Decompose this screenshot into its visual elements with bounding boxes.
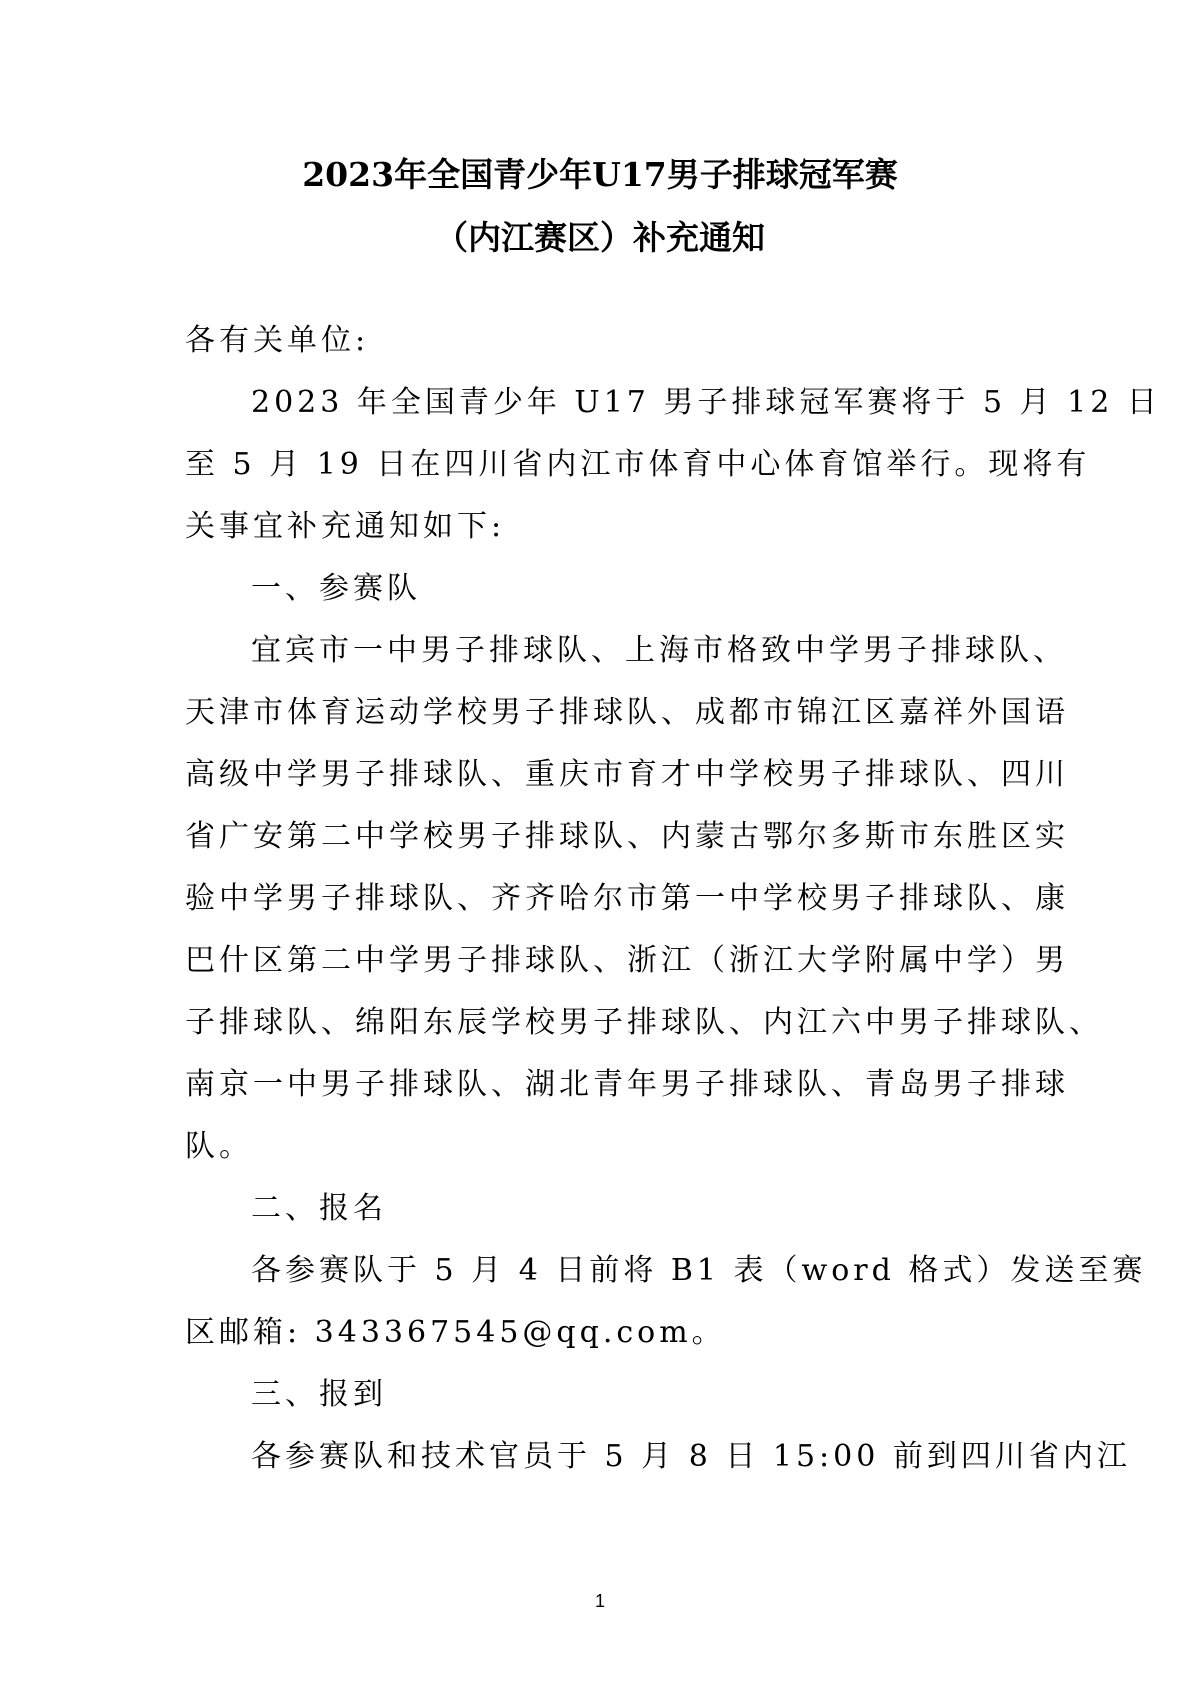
section-heading-teams: 一、参赛队 [251, 571, 421, 606]
section-heading-check-in: 三、报到 [251, 1377, 387, 1412]
intro-line: 至 5 月 19 日在四川省内江市体育中心体育馆举行。现将有 [185, 447, 1091, 482]
document-body [185, 310, 1161, 1488]
teams-line: 子排球队、绵阳东辰学校男子排球队、内江六中男子排球队、 [185, 1005, 1103, 1040]
check-in-line: 各参赛队和技术官员于 5 月 8 日 15:00 前到四川省内江 [251, 1439, 1131, 1474]
registration-line: 各参赛队于 5 月 4 日前将 B1 表（word 格式）发送至赛 [251, 1253, 1147, 1288]
teams-line: 高级中学男子排球队、重庆市育才中学校男子排球队、四川 [185, 757, 1069, 792]
registration-email-line: 区邮箱: 343367545@qq.com。 [185, 1315, 726, 1350]
teams-line: 巴什区第二中学男子排球队、浙江（浙江大学附属中学）男 [185, 943, 1069, 978]
document-title-line-2: （内江赛区）补充通知 [435, 218, 765, 257]
salutation: 各有关单位: [185, 323, 370, 358]
document-title-line-1: 2023年全国青少年U17男子排球冠军赛 [302, 155, 898, 194]
section-heading-registration: 二、报名 [251, 1191, 387, 1226]
teams-line: 天津市体育运动学校男子排球队、成都市锦江区嘉祥外国语 [185, 695, 1069, 730]
teams-line: 省广安第二中学校男子排球队、内蒙古鄂尔多斯市东胜区实 [185, 819, 1069, 854]
teams-line: 验中学男子排球队、齐齐哈尔市第一中学校男子排球队、康 [185, 881, 1069, 916]
teams-line: 宜宾市一中男子排球队、上海市格致中学男子排球队、 [251, 633, 1067, 668]
intro-line: 关事宜补充通知如下: [185, 509, 506, 544]
teams-line: 队。 [185, 1129, 253, 1164]
teams-line: 南京一中男子排球队、湖北青年男子排球队、青岛男子排球 [185, 1067, 1069, 1102]
intro-line: 2023 年全国青少年 U17 男子排球冠军赛将于 5 月 12 日 [251, 385, 1161, 420]
page-number: 1 [594, 1591, 605, 1611]
